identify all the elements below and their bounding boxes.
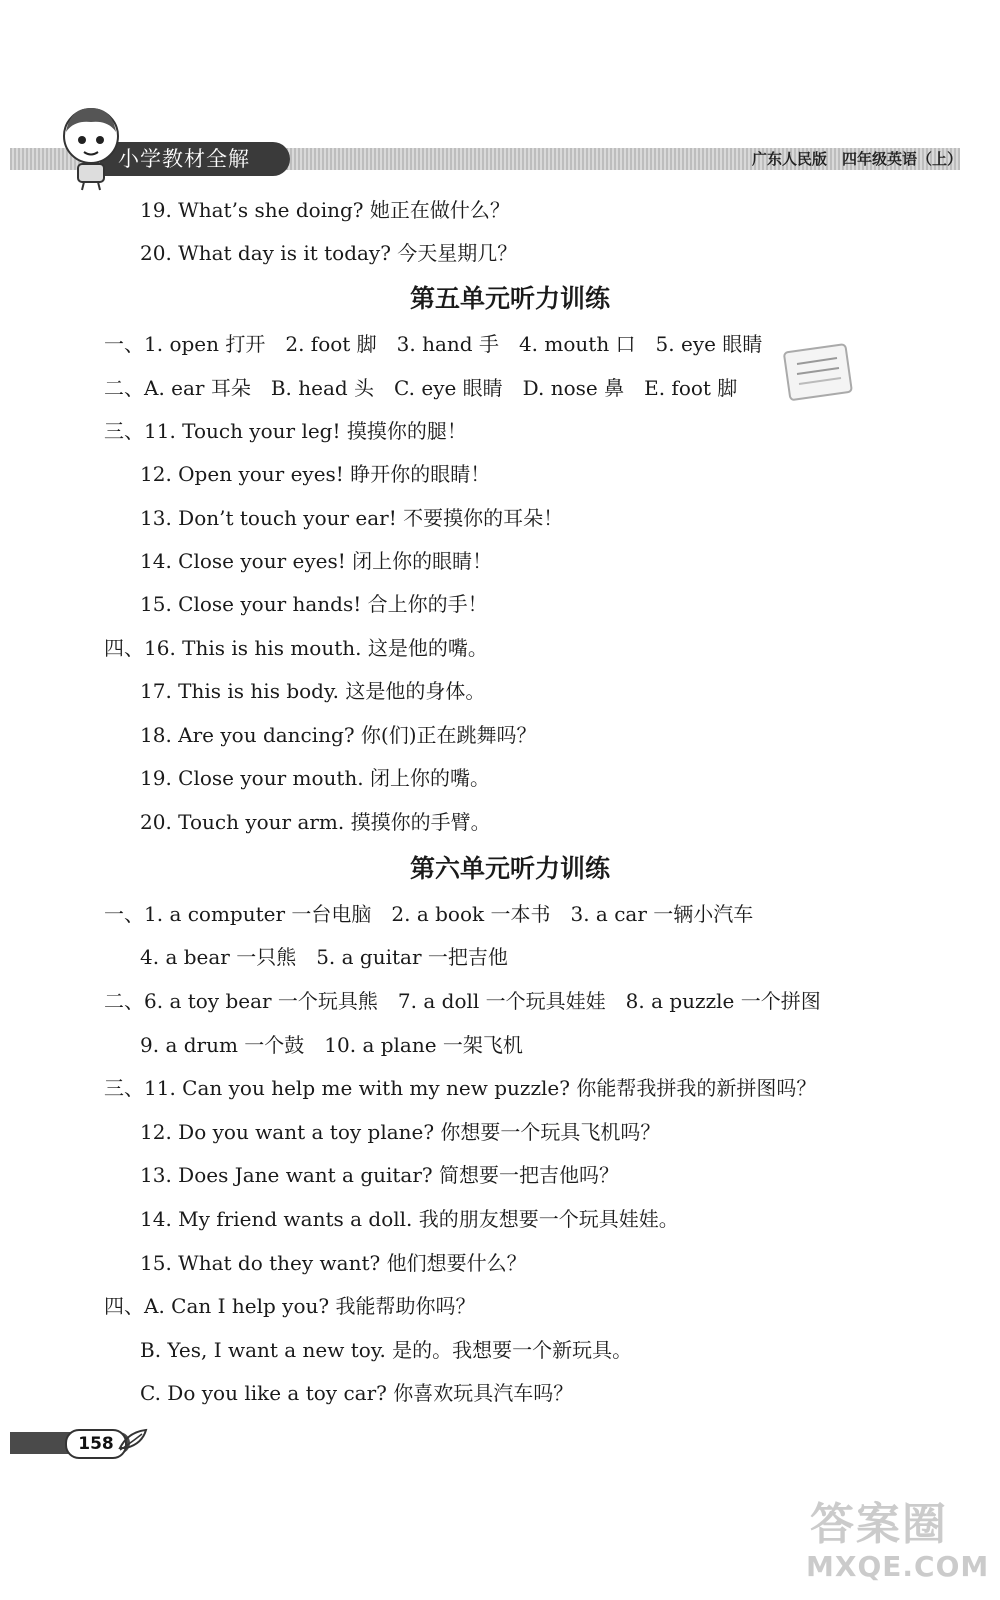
answer-line: 20. What day is it today? 今天星期几？ xyxy=(140,241,518,265)
answer-line: 17. This is his body. 这是他的身体。 xyxy=(140,679,486,703)
answer-line: 15. What do they want? 他们想要什么？ xyxy=(140,1251,527,1275)
answer-line: 13. Don’t touch your ear! 不要摸你的耳朵！ xyxy=(140,506,564,530)
answer-line: 9. a drum 一个鼓 10. a plane 一架飞机 xyxy=(140,1033,523,1057)
answer-line: 4. a bear 一只熊 5. a guitar 一把吉他 xyxy=(140,945,508,969)
answer-line: B. Yes, I want a new toy. 是的。我想要一个新玩具。 xyxy=(140,1338,633,1362)
answer-line: 12. Open your eyes! 睁开你的眼睛！ xyxy=(140,462,491,486)
answer-line: C. Do you like a toy car? 你喜欢玩具汽车吗？ xyxy=(140,1381,574,1405)
answer-line: 13. Does Jane want a guitar? 简想要一把吉他吗？ xyxy=(140,1163,619,1187)
page-number: 158 xyxy=(65,1429,127,1459)
answer-line: 一、1. a computer 一台电脑 2. a book 一本书 3. a car 一辆小汽车 xyxy=(104,902,754,926)
answer-line: 三、11. Touch your leg! 摸摸你的腿！ xyxy=(104,419,467,443)
leaf-icon xyxy=(118,1426,150,1452)
answer-line: 19. What’s she doing? 她正在做什么？ xyxy=(140,198,510,222)
stamp-icon xyxy=(783,342,855,404)
answer-line: 二、A. ear 耳朵 B. head 头 C. eye 眼睛 D. nose 鼻 E. foot 脚 xyxy=(104,376,738,400)
series-title: 小学教材全解 xyxy=(118,147,250,171)
answer-line: 19. Close your mouth. 闭上你的嘴。 xyxy=(140,766,491,790)
answer-line: 14. My friend wants a doll. 我的朋友想要一个玩具娃娃。 xyxy=(140,1207,679,1231)
section-title: 第五单元听力训练 xyxy=(410,284,611,313)
answer-line: 20. Touch your arm. 摸摸你的手臂。 xyxy=(140,810,491,834)
answer-line: 12. Do you want a toy plane? 你想要一个玩具飞机吗？ xyxy=(140,1120,661,1144)
edition-label: 广东人民版 四年级英语（上） xyxy=(751,150,962,168)
answer-line: 15. Close your hands! 合上你的手！ xyxy=(140,592,488,616)
watermark-logo: 答案圈 xyxy=(810,1499,948,1550)
answer-line: 14. Close your eyes! 闭上你的眼睛！ xyxy=(140,549,493,573)
answer-line: 四、A. Can I help you? 我能帮助你吗？ xyxy=(104,1294,476,1318)
watermark-url: MXQE.COM xyxy=(806,1550,990,1583)
answer-line: 二、6. a toy bear 一个玩具熊 7. a doll 一个玩具娃娃 8. a puzzle 一个拼图 xyxy=(104,989,821,1013)
section-title: 第六单元听力训练 xyxy=(410,854,611,883)
answer-line: 一、1. open 打开 2. foot 脚 3. hand 手 4. mouth 口 5. eye 眼睛 xyxy=(104,332,763,356)
answer-line: 18. Are you dancing? 你(们)正在跳舞吗？ xyxy=(140,723,537,747)
answer-line: 三、11. Can you help me with my new puzzle? 你能帮我拼我的新拼图吗？ xyxy=(104,1076,817,1100)
answer-line: 四、16. This is his mouth. 这是他的嘴。 xyxy=(104,636,488,660)
